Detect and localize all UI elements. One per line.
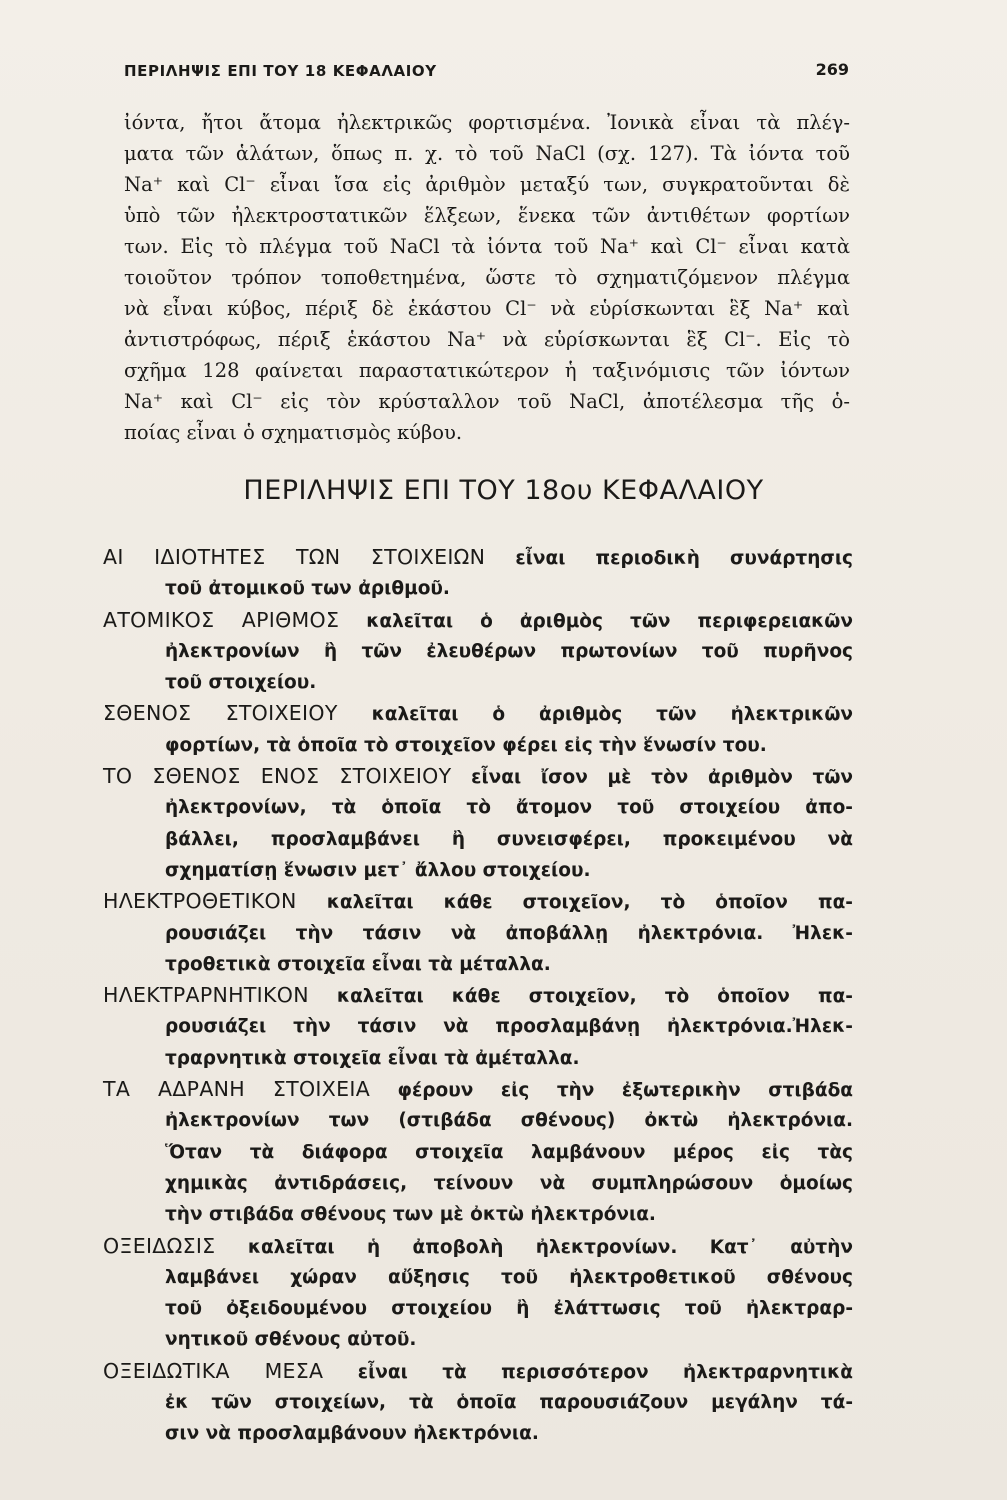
definition-first-line bbox=[103, 1356, 853, 1387]
page-number: 269 bbox=[815, 60, 849, 79]
definition-continuation: ρουσιάζει τὴν τάσιν νὰ ἀποβάλλῃ ἠλεκτρόνια. Ἠλεκ- bbox=[165, 922, 853, 944]
definitions-list bbox=[103, 542, 853, 1450]
intro-line: σχῆμα 128 φαίνεται παραστατικώτερον ἡ ταξινόμισις τῶν ἰόντων bbox=[124, 359, 850, 382]
definition-continuation: σχηματίσῃ ἕνωσιν μετ᾽ ἄλλου στοιχείου. bbox=[165, 859, 591, 881]
definition-first-line bbox=[103, 1074, 853, 1105]
definition-continuation: τοῦ ὀξειδουμένου στοιχείου ἢ ἐλάττωσις τοῦ ἠλεκτραρ- bbox=[165, 1298, 853, 1320]
definition-adrani-stoixeia bbox=[103, 1074, 853, 1230]
definition-continuation: ἐκ τῶν στοιχείων, τὰ ὁποῖα παρουσιάζουν μεγάλην τά- bbox=[165, 1392, 853, 1414]
definition-term: ΤΟ ΣΘΕΝΟΣ ΕΝΟΣ ΣΤΟΙΧΕΙΟΥ bbox=[103, 764, 452, 789]
intro-line: ματα τῶν ἁλάτων, ὅπως π. χ. τὸ τοῦ NaCl (σχ. 127). Τὰ ἰόντα τοῦ bbox=[124, 142, 850, 165]
definition-continuation: σιν νὰ προσλαμβάνουν ἠλεκτρόνια. bbox=[165, 1423, 539, 1445]
definition-continuation: τοῦ στοιχείου. bbox=[165, 672, 317, 694]
intro-line: ποίας εἶναι ὁ σχηματισμὸς κύβου. bbox=[124, 421, 463, 444]
definition-continuation: ἠλεκτρονίων, τὰ ὁποῖα τὸ ἄτομον τοῦ στοιχείου ἀπο- bbox=[165, 797, 853, 819]
intro-line: Na⁺ καὶ Cl⁻ εἶναι ἴσα εἰς ἀριθμὸν μεταξύ των, συγκρατοῦνται δὲ bbox=[124, 173, 850, 196]
definition-text: καλεῖται κάθε στοιχεῖον, τὸ ὁποῖον πα- bbox=[336, 986, 853, 1008]
definition-text: εἶναι τὰ περισσότερον ἠλεκτραρνητικὰ bbox=[357, 1361, 853, 1383]
definition-continuation: λαμβάνει χώραν αὔξησις τοῦ ἠλεκτροθετικοῦ σθένους bbox=[165, 1266, 853, 1288]
definition-term: ΣΘΕΝΟΣ ΣΤΟΙΧΕΙΟΥ bbox=[103, 701, 338, 726]
definition-text: φέρουν εἰς τὴν ἐξωτερικὴν στιβάδα bbox=[397, 1080, 853, 1102]
intro-line: Na⁺ καὶ Cl⁻ εἰς τὸν κρύσταλλον τοῦ NaCl, ἀποτέλεσμα τῆς ὁ- bbox=[124, 390, 850, 413]
definition-term: ΑΙ ΙΔΙΟΤΗΤΕΣ ΤΩΝ ΣΤΟΙΧΕΙΩΝ bbox=[103, 545, 486, 569]
definition-term: ΤΑ ΑΔΡΑΝΗ ΣΤΟΙΧΕΙΑ bbox=[103, 1077, 371, 1102]
running-header bbox=[124, 62, 849, 86]
intro-line: τοιοῦτον τρόπον τοποθετημένα, ὥστε τὸ σχηματιζόμενον πλέγμα bbox=[124, 266, 850, 289]
definition-atomikos-arithmos bbox=[103, 605, 853, 699]
definition-text: καλεῖται ὁ ἀριθμὸς τῶν ἠλεκτρικῶν bbox=[371, 704, 853, 726]
definition-term: ΟΞΕΙΔΩΣΙΣ bbox=[103, 1233, 216, 1258]
definition-sthenos bbox=[103, 698, 853, 761]
intro-line: νὰ εἶναι κύβος, πέριξ δὲ ἑκάστου Cl⁻ νὰ εὑρίσκωνται ἓξ Na⁺ καὶ bbox=[124, 297, 850, 320]
intro-line: των. Εἰς τὸ πλέγμα τοῦ NaCl τὰ ἰόντα τοῦ Na⁺ καὶ Cl⁻ εἶναι κατὰ bbox=[124, 235, 850, 258]
definition-first-line bbox=[103, 761, 853, 792]
intro-line: ὑπὸ τῶν ἠλεκτροστατικῶν ἕλξεων, ἕνεκα τῶν ἀντιθέτων φορτίων bbox=[124, 204, 850, 227]
definition-text: καλεῖται κάθε στοιχεῖον, τὸ ὁποῖον πα- bbox=[326, 892, 853, 914]
section-title: ΠΕΡΙΛΗΨΙΣ ΕΠΙ ΤΟΥ 18ου ΚΕΦΑΛΑΙΟΥ bbox=[243, 475, 764, 506]
running-title: ΠΕΡΙΛΗΨΙΣ ΕΠΙ ΤΟΥ 18 ΚΕΦΑΛΑΙΟΥ bbox=[124, 62, 437, 80]
intro-paragraph bbox=[124, 107, 850, 448]
definition-continuation: ἠλεκτρονίων ἢ τῶν ἐλευθέρων πρωτονίων τοῦ πυρῆνος bbox=[165, 640, 853, 662]
definition-first-line bbox=[103, 980, 853, 1011]
definition-first-line bbox=[103, 542, 853, 573]
definition-first-line bbox=[103, 886, 853, 917]
definition-text: εἶναι ἴσον μὲ τὸν ἀριθμὸν τῶν bbox=[471, 767, 853, 789]
definition-continuation: ρουσιάζει τὴν τάσιν νὰ προσλαμβάνῃ ἠλεκτρόνια.Ἠλεκ- bbox=[165, 1016, 853, 1038]
definition-first-line bbox=[103, 605, 853, 636]
intro-line: ἰόντα, ἤτοι ἄτομα ἠλεκτρικῶς φορτισμένα. Ἰονικὰ εἶναι τὰ πλέγ- bbox=[124, 111, 850, 134]
definition-term: ΗΛΕΚΤΡΑΡΝΗΤΙΚΟΝ bbox=[103, 983, 309, 1008]
definition-continuation: φορτίων, τὰ ὁποῖα τὸ στοιχεῖον φέρει εἰς τὴν ἕνωσίν του. bbox=[165, 734, 767, 756]
definition-continuation: ἠλεκτρονίων των (στιβάδα σθένους) ὀκτὼ ἠλεκτρόνια. bbox=[165, 1110, 853, 1132]
definition-continuation: Ὅταν τὰ διάφορα στοιχεῖα λαμβάνουν μέρος εἰς τὰς bbox=[165, 1141, 853, 1163]
definition-continuation: τροθετικὰ στοιχεῖα εἶναι τὰ μέταλλα. bbox=[165, 953, 551, 975]
definition-oxeidotika-mesa bbox=[103, 1356, 853, 1450]
definition-sthenos-enos bbox=[103, 761, 853, 886]
definition-continuation: τοῦ ἀτομικοῦ των ἀριθμοῦ. bbox=[165, 578, 450, 600]
definition-first-line bbox=[103, 698, 853, 729]
definition-continuation: τραρνητικὰ στοιχεῖα εἶναι τὰ ἀμέταλλα. bbox=[165, 1047, 580, 1069]
definition-ilektrothetikon bbox=[103, 886, 853, 980]
definition-continuation: βάλλει, προσλαμβάνει ἢ συνεισφέρει, προκειμένου νὰ bbox=[165, 828, 853, 850]
definition-text: καλεῖται ὁ ἀριθμὸς τῶν περιφερειακῶν bbox=[366, 610, 853, 632]
definition-term: ΟΞΕΙΔΩΤΙΚΑ ΜΕΣΑ bbox=[103, 1358, 324, 1383]
definition-idiotites bbox=[103, 542, 853, 605]
definition-oxeidosis bbox=[103, 1231, 853, 1356]
definition-term: ΗΛΕΚΤΡΟΘΕΤΙΚΟΝ bbox=[103, 889, 297, 914]
definition-continuation: χημικὰς ἀντιδράσεις, τείνουν νὰ συμπληρώσουν ὁμοίως bbox=[165, 1172, 853, 1194]
definition-term: ΑΤΟΜΙΚΟΣ ΑΡΙΘΜΟΣ bbox=[103, 607, 340, 632]
definition-text: καλεῖται ἡ ἀποβολὴ ἠλεκτρονίων. Κατ᾽ αὐτὴν bbox=[247, 1236, 853, 1258]
definition-continuation: τὴν στιβάδα σθένους των μὲ ὀκτὼ ἠλεκτρόνια. bbox=[165, 1204, 656, 1226]
definition-first-line bbox=[103, 1231, 853, 1262]
definition-continuation: νητικοῦ σθένους αὐτοῦ. bbox=[165, 1329, 417, 1351]
definition-text: εἶναι περιοδικὴ συνάρτησις bbox=[515, 548, 853, 569]
definition-ilektrarnitikon bbox=[103, 980, 853, 1074]
intro-line: ἀντιστρόφως, πέριξ ἑκάστου Na⁺ νὰ εὑρίσκωνται ἓξ Cl⁻. Εἰς τὸ bbox=[124, 328, 850, 351]
